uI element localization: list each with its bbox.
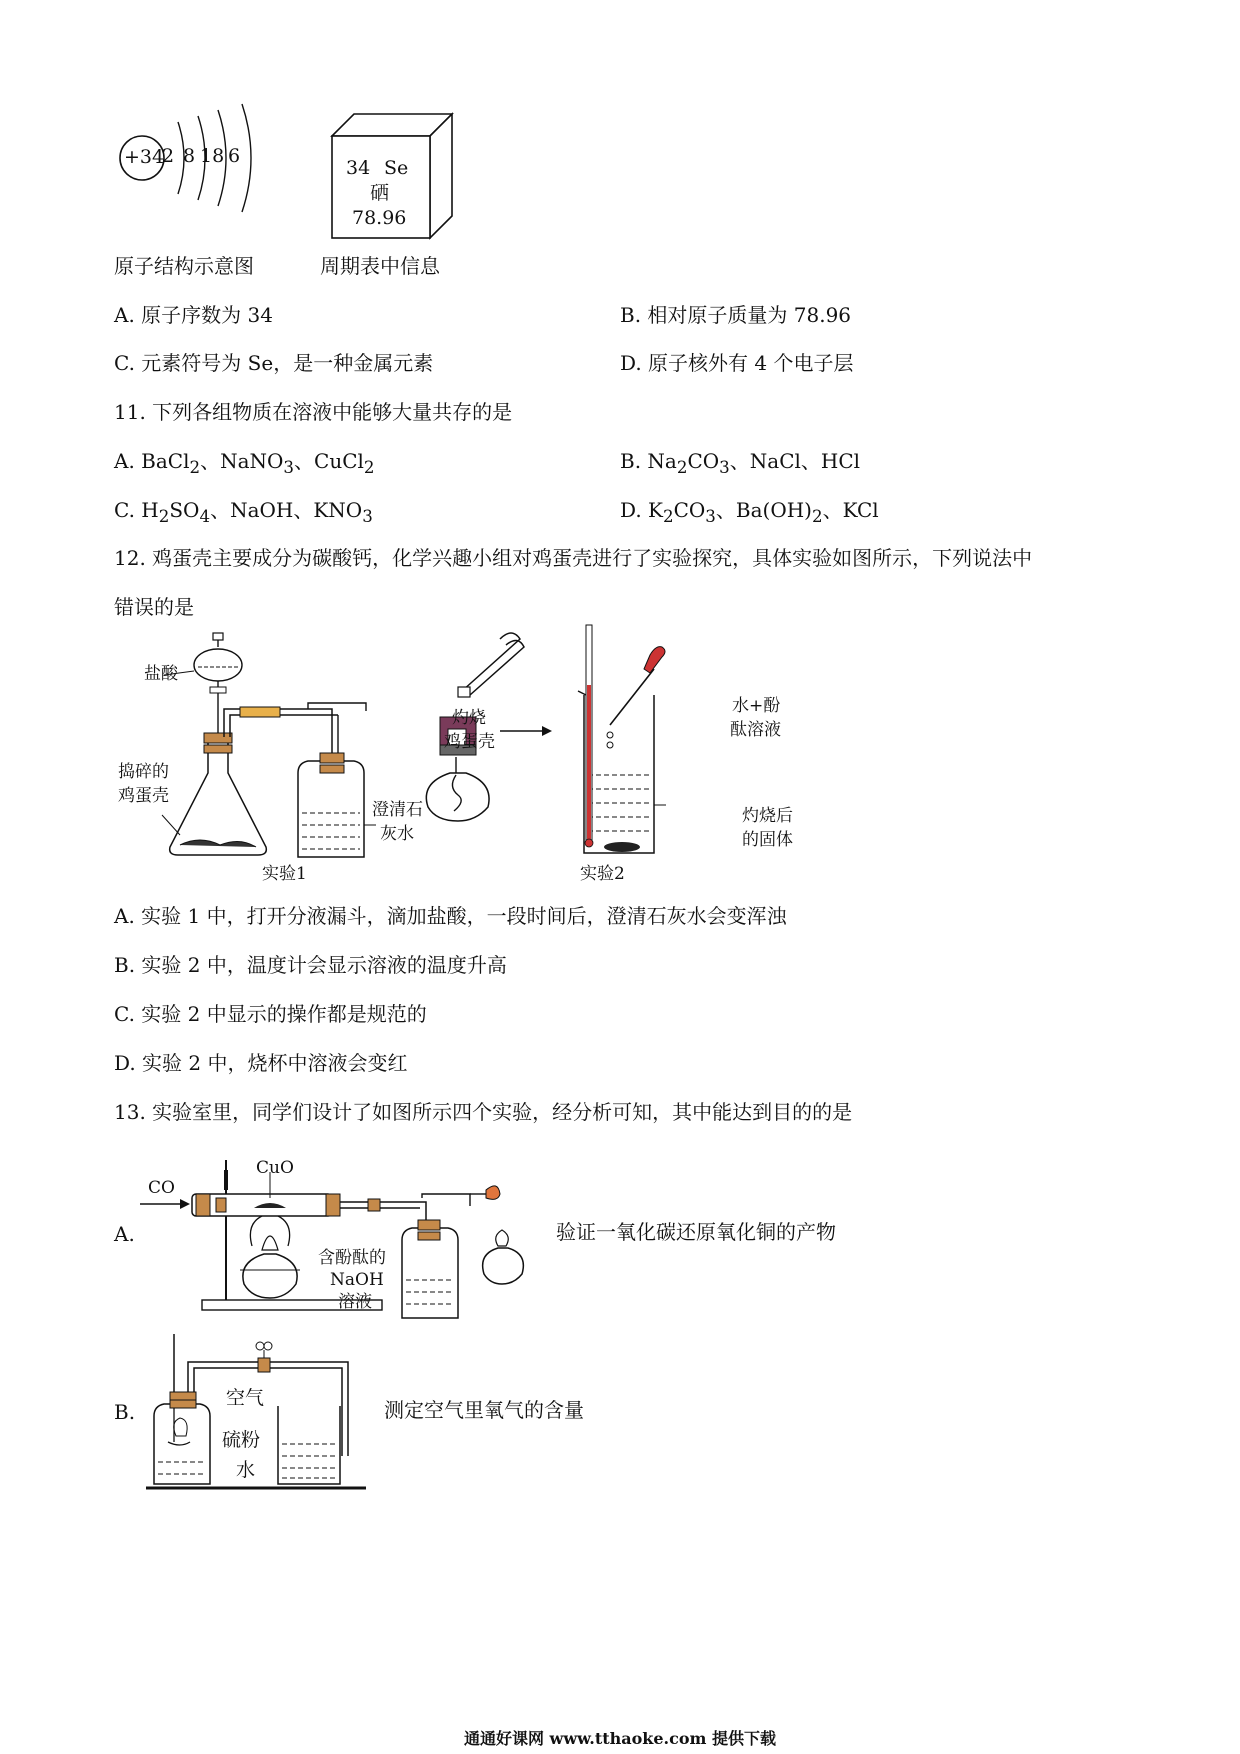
element-mass: 78.96 [352, 207, 407, 229]
q13-b-description: 测定空气里氧气的含量 [384, 1398, 584, 1422]
label-experiment-2: 实验2 [580, 864, 625, 884]
label-limewater-1: 澄清石 [372, 800, 423, 820]
shell-electrons-4: 6 [228, 145, 241, 167]
element-symbol: Se [384, 157, 409, 179]
q13-a-co-label: CO [148, 1178, 175, 1198]
label-water-phenolphthalein-1: 水+酚 [732, 696, 781, 716]
label-water-phenolphthalein-2: 酞溶液 [730, 720, 781, 740]
periodic-cell-caption: 周期表中信息 [320, 254, 440, 278]
label-crushed-shell-2: 鸡蛋壳 [118, 786, 169, 806]
q13-b-sulfur-label: 硫粉 [222, 1429, 261, 1451]
q13-a-solution-1: 含酚酞的 [318, 1248, 386, 1268]
q12-stem-line2: 错误的是 [114, 595, 194, 619]
label-burnt-solid-2: 的固体 [742, 830, 793, 850]
q12-experiment-figure [110, 625, 830, 885]
q12-option-b: B. 实验 2 中，温度计会显示溶液的温度升高 [114, 953, 507, 977]
q13-a-label: A. [114, 1222, 135, 1246]
element-name: 硒 [370, 182, 390, 204]
q11-option-a: A. BaCl$_2$、NaNO$_3$、CuCl$_2$ [114, 449, 375, 477]
q12-option-a: A. 实验 1 中，打开分液漏斗，滴加盐酸，一段时间后，澄清石灰水会变浑浊 [114, 904, 787, 928]
q11-option-c: C. $H_2SO_4$、NaOH、$KNO_3$ [114, 498, 373, 526]
q12-option-d: D. 实验 2 中，烧杯中溶液会变红 [114, 1051, 408, 1075]
q10-option-c: C. 元素符号为 Se，是一种金属元素 [114, 351, 434, 375]
q13-a-solution-2: NaOH [330, 1270, 384, 1290]
shell-electrons-1: 2 [162, 145, 175, 167]
q10-option-b: B. 相对原子质量为 78.96 [620, 303, 852, 327]
label-crushed-shell-1: 捣碎的 [118, 762, 169, 782]
q10-option-a: A. 原子序数为 34 [114, 303, 273, 327]
q13-b-air-label: 空气 [226, 1387, 265, 1409]
label-limewater-2: 灰水 [380, 824, 414, 844]
shell-electrons-3: 18 [200, 145, 225, 167]
q11-option-d: D. $K_2CO_3$、$Ba(OH)_2$、KCl [620, 498, 879, 526]
label-burn-shell-1: 灼烧 [452, 708, 486, 728]
q13-stem: 13. 实验室里，同学们设计了如图所示四个实验，经分析可知，其中能达到目的的是 [114, 1100, 853, 1124]
label-burnt-solid-1: 灼烧后 [742, 806, 793, 826]
q12-stem-line1: 12. 鸡蛋壳主要成分为碳酸钙，化学兴趣小组对鸡蛋壳进行了实验探究，具体实验如图所示，下列说法中 [114, 546, 1033, 570]
q13-b-label: B. [114, 1400, 136, 1424]
q13-a-cuo-label: CuO [256, 1158, 294, 1178]
q10-option-d: D. 原子核外有 4 个电子层 [620, 351, 854, 375]
q11-stem: 11. 下列各组物质在溶液中能够大量共存的是 [114, 400, 513, 424]
atom-diagram-caption: 原子结构示意图 [114, 254, 254, 278]
q13-b-water-label: 水 [236, 1459, 256, 1481]
label-hydrochloric-acid: 盐酸 [144, 664, 178, 684]
q13-a-description: 验证一氧化碳还原氧化铜的产物 [556, 1220, 836, 1244]
q11-option-b: B. $Na_2CO_3$、NaCl、HCl [620, 449, 861, 477]
atom-nucleus-charge: +34 [124, 146, 165, 168]
element-number: 34 [346, 157, 371, 179]
q13-a-solution-3: 溶液 [338, 1292, 372, 1312]
page-footer: 通通好课网 www.tthaoke.com 提供下载 [463, 1729, 777, 1748]
q12-option-c: C. 实验 2 中显示的操作都是规范的 [114, 1002, 427, 1026]
label-experiment-1: 实验1 [262, 864, 307, 884]
label-burn-shell-2: 鸡蛋壳 [444, 732, 495, 752]
shell-electrons-2: 8 [183, 145, 196, 167]
